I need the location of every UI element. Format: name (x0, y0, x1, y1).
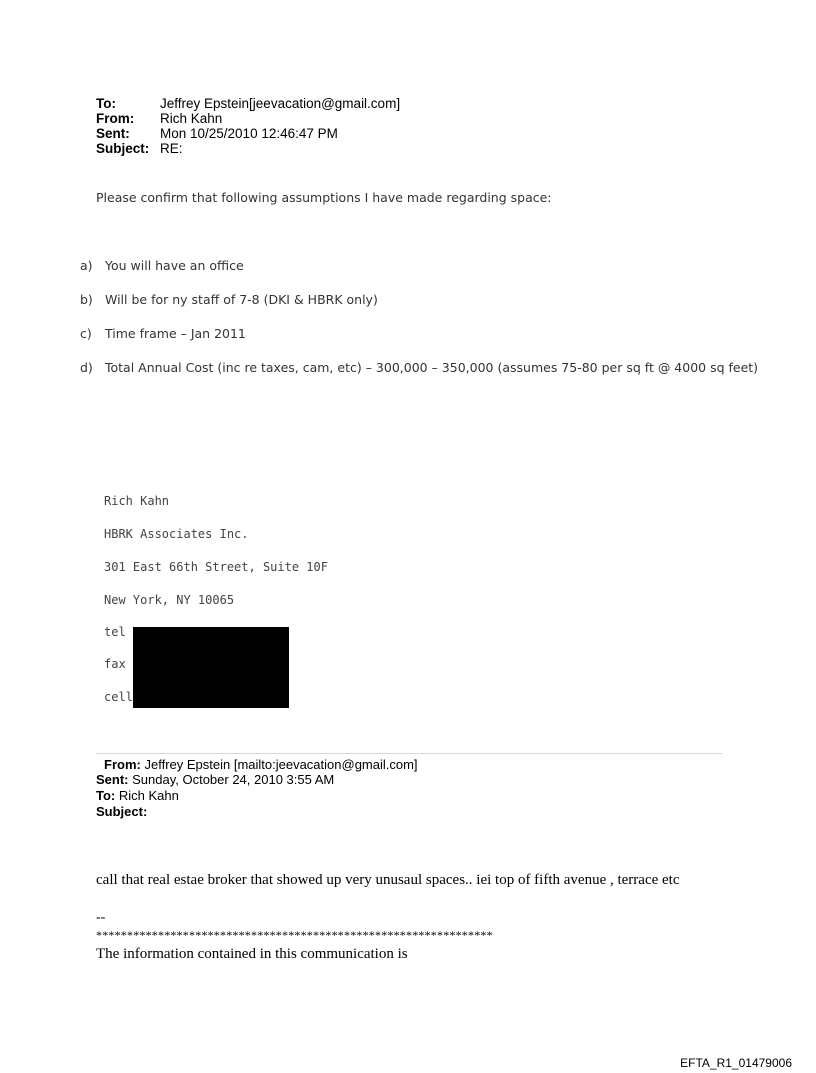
divider (96, 753, 722, 754)
sent-label: Sent: (96, 126, 130, 141)
list-item-text: You will have an office (105, 258, 244, 273)
forwarded-from-label: From: (104, 757, 141, 772)
from-label: From: (96, 111, 135, 126)
signature-address: 301 East 66th Street, Suite 10F (104, 560, 328, 574)
signature-dashes: -- (96, 910, 106, 925)
forwarded-message: call that real estae broker that showed up very unusaul spaces.. iei top of fifth avenue , terrace etc (96, 872, 680, 888)
disclaimer-text: The information contained in this communication is (96, 946, 408, 962)
forwarded-to-label: To: (96, 788, 116, 803)
list-item-text: Will be for ny staff of 7-8 (DKI & HBRK only) (105, 292, 378, 307)
list-item-letter: c) (80, 326, 92, 341)
forwarded-subject-label: Subject: (96, 804, 148, 819)
signature-company: HBRK Associates Inc. (104, 527, 249, 541)
list-item (0, 292, 816, 310)
forwarded-sent-row (96, 772, 334, 787)
list-item (0, 258, 816, 276)
to-value: Jeffrey Epstein[jeevacation@gmail.com] (160, 96, 401, 111)
forwarded-from-value: Jeffrey Epstein [mailto:jeevacation@gmail.com] (144, 757, 418, 772)
subject-value: RE: (160, 141, 183, 156)
list-item-text: Total Annual Cost (inc re taxes, cam, etc) – 300,000 – 350,000 (assumes 75-80 per sq ft @ 4000 sq feet) (105, 360, 759, 375)
document-id: EFTA_R1_01479006 (680, 1056, 792, 1070)
subject-label: Subject: (96, 141, 150, 156)
forwarded-subject-row (96, 804, 147, 819)
forwarded-sent-label: Sent: (96, 772, 129, 787)
body-intro: Please confirm that following assumptions I have made regarding space: (96, 190, 552, 205)
signature-city: New York, NY 10065 (104, 593, 235, 607)
list-item-letter: b) (80, 292, 93, 307)
redaction-block (133, 627, 289, 708)
list-item-letter: d) (80, 360, 93, 375)
from-value: Rich Kahn (160, 111, 223, 126)
signature-tel-label: tel (104, 625, 126, 639)
list-item (0, 326, 816, 344)
to-label: To: (96, 96, 116, 111)
list-item-letter: a) (80, 258, 93, 273)
stars-separator: **************************************************************** (96, 928, 493, 942)
list-item-text: Time frame – Jan 2011 (105, 326, 246, 341)
signature-name: Rich Kahn (104, 494, 170, 508)
sent-value: Mon 10/25/2010 12:46:47 PM (160, 126, 338, 141)
signature-fax-label: fax (104, 657, 126, 671)
forwarded-from-row (104, 757, 418, 772)
forwarded-to-row (96, 788, 179, 803)
forwarded-sent-value: Sunday, October 24, 2010 3:55 AM (132, 772, 335, 787)
forwarded-to-value: Rich Kahn (118, 788, 179, 803)
signature-cell-label: cell (104, 690, 133, 704)
list-item (0, 360, 816, 378)
